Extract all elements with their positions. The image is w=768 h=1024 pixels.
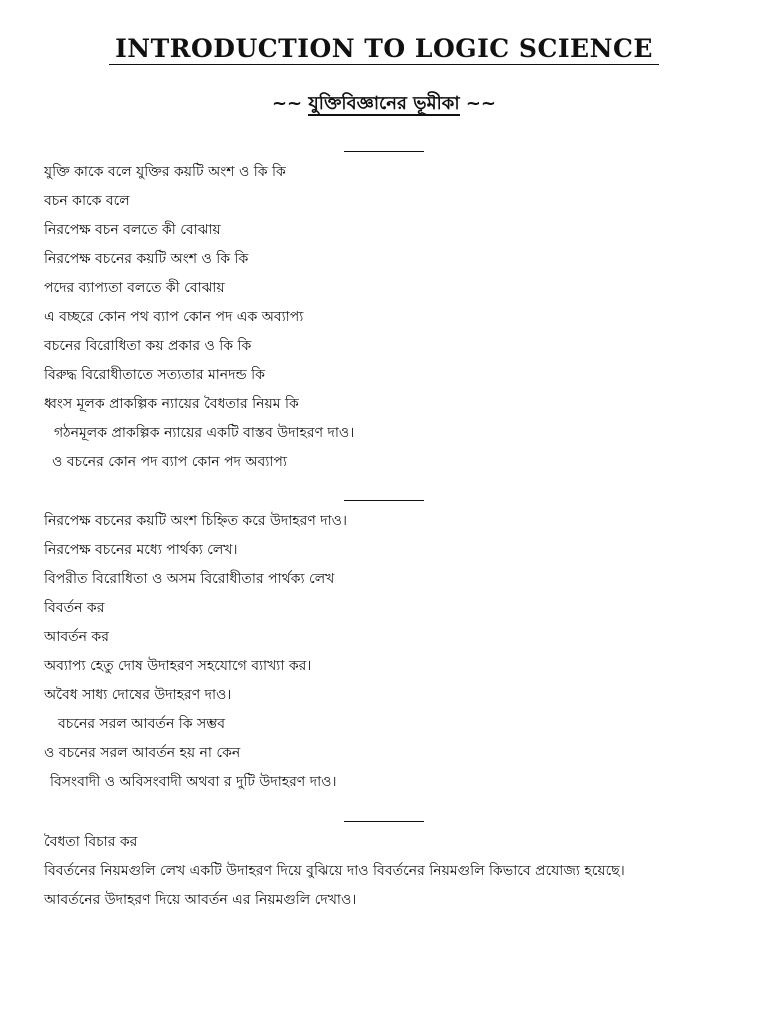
question-1-7: বচনের বিরোধিতা কয় প্রকার ও কি কি bbox=[44, 338, 252, 354]
question-2-5: আবর্তন কর bbox=[44, 629, 109, 645]
section-divider-1 bbox=[344, 151, 424, 152]
question-2-9: ও বচনের সরল আবর্তন হয় না কেন bbox=[44, 745, 241, 761]
question-2-1: নিরপেক্ষ বচনের কয়টি অংশ চিহ্নিত করে উদাহরণ দাও। bbox=[44, 513, 347, 529]
section-divider-3 bbox=[344, 821, 424, 822]
question-1-3: নিরপেক্ষ বচন বলতে কী বোঝায় bbox=[44, 222, 221, 238]
question-2-10: বিসংবাদী ও অবিসংবাদী অথবা র দুটি উদাহরণ দাও। bbox=[50, 774, 337, 790]
question-1-2: বচন কাকে বলে bbox=[44, 193, 130, 209]
question-1-5: পদের ব্যাপ্যতা বলতে কী বোঝায় bbox=[44, 280, 225, 296]
question-2-4: বিবর্তন কর bbox=[44, 600, 105, 616]
question-1-9: ধ্বংস মূলক প্রাকল্পিক ন্যায়ের বৈধতার নিয়ম কি bbox=[44, 396, 299, 412]
question-3-3: আবর্তনের উদাহরণ দিয়ে আবর্তন এর নিয়মগুলি দেখাও। bbox=[44, 892, 357, 908]
question-2-8: বচনের সরল আবর্তন কি সম্ভব bbox=[58, 716, 226, 732]
question-3-2: বিবর্তনের নিয়মগুলি লেখ একটি উদাহরণ দিয়ে বুঝিয়ে দাও বিবর্তনের নিয়মগুলি কিভাবে প্রযোজ্য হয়েছে। bbox=[44, 863, 625, 879]
question-2-7: অবৈধ সাধ্য দোষের উদাহরণ দাও। bbox=[44, 687, 232, 703]
title-prefix: ~~ bbox=[271, 93, 303, 114]
section-divider-2 bbox=[344, 500, 424, 501]
question-3-1: বৈধতা বিচার কর bbox=[44, 834, 138, 850]
title-suffix: ~~ bbox=[465, 93, 497, 114]
question-1-1: যুক্তি কাকে বলে যুক্তির কয়টি অংশ ও কি কি bbox=[44, 164, 286, 180]
question-2-3: বিপরীত বিরোধিতা ও অসম বিরোধীতার পার্থক্য লেখ bbox=[44, 571, 335, 587]
question-2-6: অব্যাপ্য হেতু দোষ উদাহরণ সহযোগে ব্যাখ্যা কর। bbox=[44, 658, 312, 674]
english-title-text: INTRODUCTION TO LOGIC SCIENCE bbox=[109, 34, 659, 65]
english-title bbox=[0, 34, 768, 64]
question-1-11: ও বচনের কোন পদ ব্যাপ কোন পদ অব্যাপ্য bbox=[52, 454, 287, 470]
title-main: যুক্তিবিজ্ঞানের ভূমীকা bbox=[308, 93, 460, 114]
bengali-title bbox=[0, 84, 768, 124]
question-1-4: নিরপেক্ষ বচনের কয়টি অংশ ও কি কি bbox=[44, 251, 249, 267]
question-2-2: নিরপেক্ষ বচনের মধ্যে পার্থক্য লেখ। bbox=[44, 542, 238, 558]
question-1-10: গঠনমূলক প্রাকল্পিক ন্যায়ের একটি বাস্তব উদাহরণ দাও। bbox=[54, 425, 355, 441]
question-1-6: এ বচ্ছরে কোন পথ ব্যাপ কোন পদ এক অব্যাপ্য bbox=[44, 309, 304, 325]
question-1-8: বিরুদ্ধ বিরোধীতাতে সত্যতার মানদন্ড কি bbox=[44, 367, 265, 383]
